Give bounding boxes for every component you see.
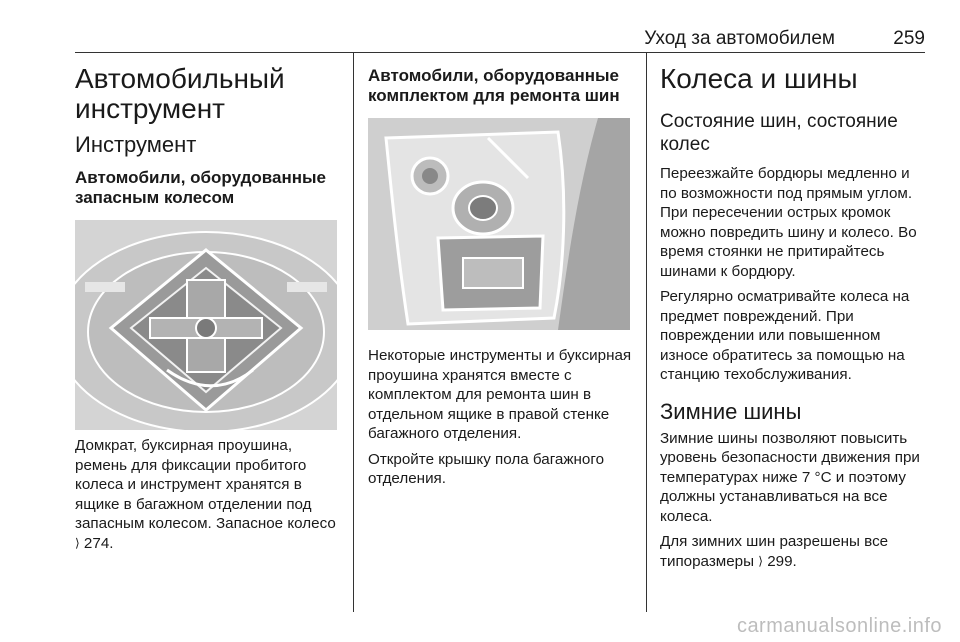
column-left — [75, 52, 341, 553]
body-paragraph: Домкрат, буксирная проушина, ремень для фиксации пробитого колеса и инструмент хранятся в ящике в багажном отделении под запасным колесом. Запасное колесо ⟩ 274. — [75, 437, 336, 552]
body-paragraph: Некоторые инструменты и буксирная проушина хранятся вместе с комплектом для ремонта шин в отдельном ящике в правой стенке багажного отделения. — [368, 347, 632, 442]
body-paragraph: Переезжайте бордюры медленно и по возможности под прямым углом. При пересечении острых кромок можно повредить шину и колесо. Во время стоянки не притирайтесь шинами к бордюру. — [660, 165, 917, 280]
column-middle — [368, 52, 634, 489]
page-number: 259 — [893, 28, 925, 49]
reference-arrow-icon: ⟩ — [75, 535, 80, 550]
trunk-side-compartment-illustration — [368, 118, 630, 330]
body-paragraph: Регулярно осматривайте колеса на предмет повреждений. При повреждении или повышенном износе обратитесь за помощью на станцию техобслуживания. — [660, 288, 910, 383]
section-title: Уход за автомобилем — [644, 28, 835, 49]
spare-wheel-toolkit-illustration — [75, 220, 337, 430]
body-paragraph: Для зимних шин разрешены все типоразмеры ⟩ 299. — [660, 533, 889, 570]
section-heading: Зимние шины — [660, 398, 802, 424]
subsection-heading: Автомобили, оборудованные запасным колесом — [75, 168, 326, 207]
body-paragraph: Зимние шины позволяют повысить уровень безопасности движения при температурах ниже 7 °С и поэтому должны устанавливаться на все колеса. — [660, 429, 920, 525]
page-header — [75, 24, 925, 53]
body-paragraph: Откройте крышку пола багажного отделения. — [368, 450, 605, 487]
page-reference[interactable]: 274. — [83, 534, 114, 552]
column-right — [660, 52, 930, 571]
column-divider — [353, 52, 354, 612]
chapter-heading: Колеса и шины — [660, 63, 858, 94]
column-divider — [646, 52, 647, 612]
watermark: carmanualsonline.info — [736, 615, 942, 637]
page-reference[interactable]: 299. — [767, 552, 797, 570]
section-heading: Состояние шин, состояние колес — [660, 111, 898, 155]
chapter-heading: Автомобильный инструмент — [75, 63, 285, 124]
subsection-heading: Автомобили, оборудованные комплектом для ремонта шин — [368, 66, 620, 105]
section-heading: Инструмент — [75, 132, 197, 157]
reference-arrow-icon: ⟩ — [758, 553, 763, 568]
